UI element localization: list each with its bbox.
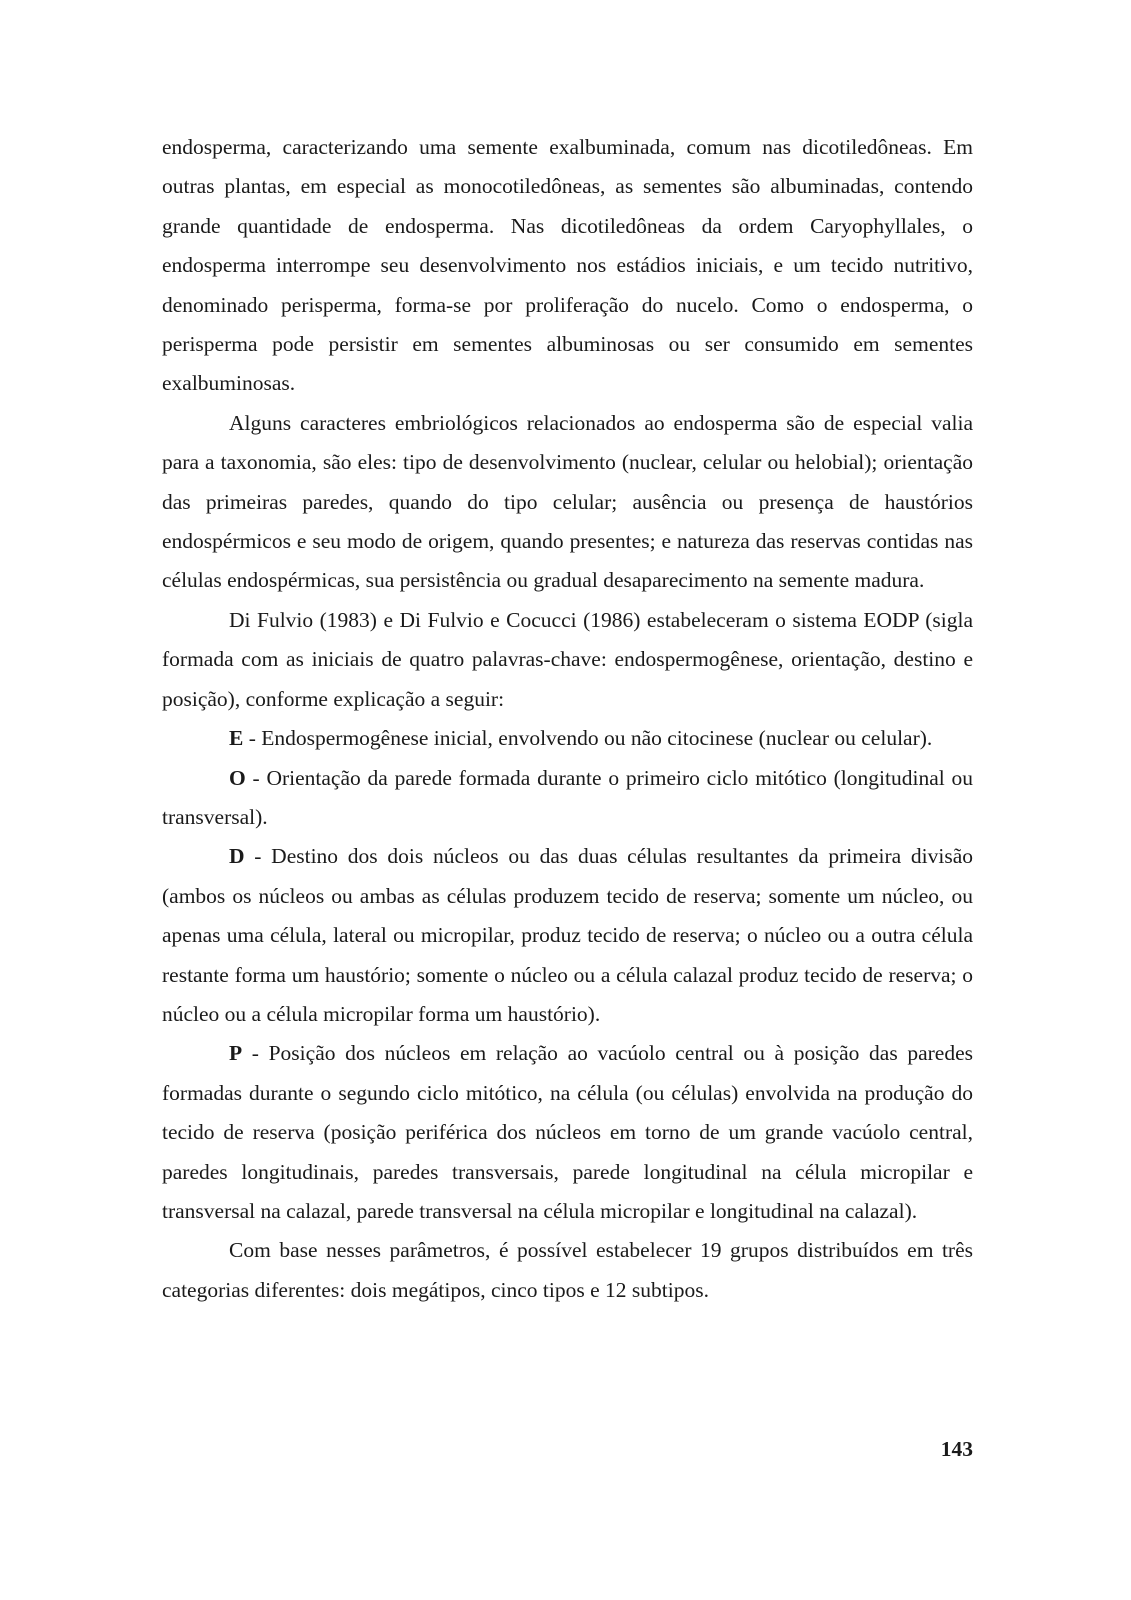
page-body xyxy=(162,128,973,1310)
paragraph-text: Alguns caracteres embriológicos relacionados ao endosperma são de especial valia para a taxonomia, são eles: tipo de desenvolvimento (nuclear, celular ou helobial); orientação das primeiras paredes, quando do tipo celular; ausência ou presença de haustórios endospérmicos e seu modo de origem, quando presentes; e natureza das reservas contidas nas células endospérmicas, sua persistência ou gradual desaparecimento na semente madura. xyxy=(162,410,973,593)
definition-text: - Orientação da parede formada durante o primeiro ciclo mitótico (longitudinal ou transversal). xyxy=(162,765,973,829)
page-number: 143 xyxy=(940,1437,973,1461)
definition-text: - Posição dos núcleos em relação ao vacúolo central ou à posição das paredes formadas durante o segundo ciclo mitótico, na célula (ou células) envolvida na produção do tecido de reserva (posição periférica dos núcleos em torno de um grande vacúolo central, paredes longitudinais, paredes transversais, parede longitudinal na célula micropilar e transversal na calazal, parede transversal na célula micropilar e longitudinal na calazal). xyxy=(162,1041,973,1223)
definition-text: - Endospermogênese inicial, envolvendo ou não citocinese (nuclear ou celular). xyxy=(243,726,933,751)
paragraph-continuation xyxy=(162,128,973,404)
definition-letter: E xyxy=(229,726,244,751)
paragraph-eodp-system xyxy=(162,601,973,719)
paragraph-embryological-characters xyxy=(162,404,973,601)
definition-text: - Destino dos dois núcleos ou das duas células resultantes da primeira divisão (ambos os núcleos ou ambas as células produzem tecido de reserva; somente um núcleo, ou apenas uma célula, lateral ou micropilar, produz tecido de reserva; o núcleo ou a outra célula restante forma um haustório; somente o núcleo ou a célula calazal produz tecido de reserva; o núcleo ou a célula micropilar forma um haustório). xyxy=(162,844,973,1026)
definition-d xyxy=(162,837,973,1034)
paragraph-text: Di Fulvio (1983) e Di Fulvio e Cocucci (1986) estabeleceram o sistema EODP (sigla formada com as iniciais de quatro palavras-chave: endospermogênese, orientação, destino e posição), conforme explicação a seguir: xyxy=(162,607,973,711)
paragraph-groups xyxy=(162,1231,973,1310)
definition-letter: P xyxy=(229,1041,243,1066)
paragraph-text: Com base nesses parâmetros, é possível estabelecer 19 grupos distribuídos em três categorias diferentes: dois megátipos, cinco tipos e 12 subtipos. xyxy=(162,1238,973,1302)
paragraph-text: endosperma, caracterizando uma semente exalbuminada, comum nas dicotiledôneas. Em outras plantas, em especial as monocotiledôneas, as sementes são albuminadas, contendo grande quantidade de endosperma. Nas dicotiledôneas da ordem Caryophyllales, o endosperma interrompe seu desenvolvimento nos estádios iniciais, e um tecido nutritivo, denominado perisperma, forma-se por proliferação do nucelo. Como o endosperma, o perisperma pode persistir em sementes albuminosas ou ser consumido em sementes exalbuminosas. xyxy=(162,135,973,396)
definition-letter: D xyxy=(229,844,245,869)
definition-letter: O xyxy=(229,765,246,790)
definition-e xyxy=(162,719,973,758)
definition-o xyxy=(162,759,973,838)
definition-p xyxy=(162,1034,973,1231)
